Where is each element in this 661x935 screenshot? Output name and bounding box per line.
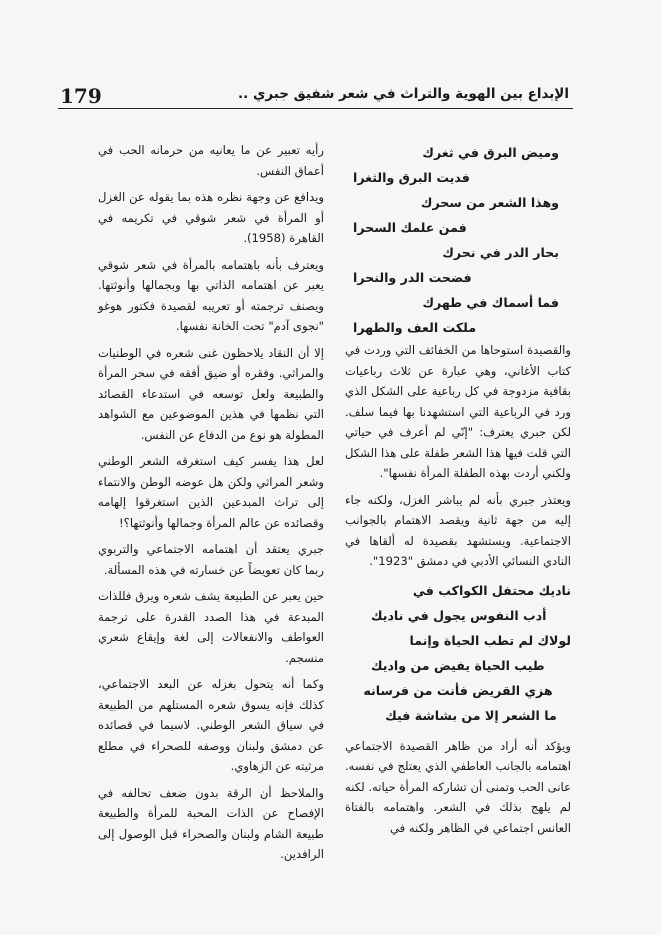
poem-line: بحار الدر في نحرك: [442, 245, 559, 260]
poem-line: فمن علمك السحرا: [353, 220, 467, 235]
poem-line: فديت البرق والثغرا: [353, 170, 470, 185]
paragraph: ويدافع عن وجهة نظره هذه بما يقوله عن الغزل أو المرأة في شعر شوقي في تكريمه في القاهرة (1958).: [98, 190, 324, 245]
poem-line: فما أسماك في طهرك: [422, 295, 559, 310]
poem-stanza-2: [345, 578, 571, 728]
poem-line: فضحت الدر والنحرا: [353, 270, 472, 285]
poem-line: ما الشعر إلا من بشاشة فيك: [385, 707, 557, 723]
poem-line: وميض البرق في ثغرك: [422, 145, 559, 160]
paragraph: حين يعبر عن الطبيعة يشف شعره ويرق فللذات المبدعة في هذا الصدد القدرة على ترجمة العواطف والانفعالات إلى لغة وإيقاع شعري منسجم.: [98, 589, 324, 665]
page-header: [0, 80, 661, 110]
running-title: الإبداع بين الهوية والتراث في شعر شفيق جبري ..: [238, 86, 569, 102]
paragraph: وكما أنه يتحول بغزله عن البعد الاجتماعي، كذلك فإنه يسوق شعره المستلهم من الطبيعة في سياق الشعر الوطني. لاسيما في قصائده عن دمشق ولبنان ووصفه للصحراء في مطلع مرثيته عن الزهاوي.: [98, 677, 324, 773]
poem-line: وهذا الشعر من سحرك: [420, 195, 559, 210]
paragraph: إلا أن النقاد يلاحظون غنى شعره في الوطنيات والمراثي. وفقره أو ضيق أفقه في سحر المرأة والطبيعة ولعل توسعه في استدعاء القصائد التي نظمها في هذين الموضوعين مع الشواهد المطولة هو نوع من الدفاع عن النفس.: [98, 345, 324, 442]
header-rule: [58, 108, 573, 109]
paragraph: ويعتذر جبري بأنه لم يباشر الغزل، ولكنه جاء إليه من جهة ثانية ويقصد الاهتمام بالجوانب الاجتماعية. ويستشهد بقصيدة له ألقاها في النادي النسائي الأدبي في دمشق "1923".: [345, 492, 571, 568]
poem-line: ملكت العف والطهرا: [353, 320, 477, 335]
paragraph: ويعترف بأنه باهتمامه بالمرأة في شعر شوقي يعبر عن اهتمامه الذاتي بها وبجمالها وأنوثتها. ويصنف ترجمته أو تعريبه لقصيدة فكتور هوغو "نجوى آدم" تحت الخانة نفسها.: [98, 257, 324, 333]
paragraph: والقصيدة استوحاها من الخفائف التي وردت في كتاب الأغاني، وهي عبارة عن ثلاث رباعيات بقافية مزدوجة في كل رباعية على الشكل الذي ورد في الرباعية التي استشهدنا بها فيما سلف. لكن جبري يعترف: "إنّي لم أعرف في حياتي التي قلت فيها هذا الشعر طفلة على هذا الشكل ولكني أردت بهذه الطفلة المرأة نفسها".: [345, 343, 571, 480]
page-number: 179: [60, 84, 102, 108]
poem-line: طيب الحياة يفيض من واديك: [371, 657, 545, 673]
paragraph: والملاحظ أن الرقة بدون ضعف تحالفه في الإفصاح عن الذات المحبة للمرأة والطبيعة طبيعة الشام ولبنان والصحراء قبل الوصول إلى الرافدين.: [98, 785, 324, 861]
poem-line: لولاك لم تطب الحياة وإنما: [409, 632, 571, 648]
paragraph: رأيه تعبير عن ما يعانيه من حرمانه الحب في أعماق النفس.: [98, 143, 324, 178]
paragraph: جبري يعتقد أن اهتمامه الاجتماعي والتربوي ربما كان تعويضاً عن خسارته في هذه المسألة.: [98, 542, 324, 577]
poem-line: ناديك محتفل الكواكب في: [412, 582, 571, 598]
right-column: [345, 140, 571, 844]
poem-line: هزي القريض فأنت من فرسانه: [363, 682, 553, 698]
poem-line: أدب النفوس يجول في ناديك: [371, 607, 547, 623]
left-column: [98, 140, 324, 871]
paragraph: ويؤكد أنه أراد من ظاهر القصيدة الاجتماعي اهتمامه بالجانب العاطفي الذي يعتلج في نفسه. عانى الحب وتمنى أن تشاركه المرأة حياته. لكنه لم يلهج بذلك في الشعر. واهتمامه بالفتاة العانس اجتماعي في الظاهر ولكنه في: [345, 738, 571, 835]
paragraph: لعل هذا يفسر كيف استغرقه الشعر الوطني وشعر المراثي ولكن هل عوضه الوطن والانتماء إلى تراث المبدعين الذين استغرقوا إلهامه وقصائده عن عالم المرأة وجمالها وأنوثتها؟!: [98, 454, 324, 530]
poem-stanza-1: [345, 140, 571, 340]
